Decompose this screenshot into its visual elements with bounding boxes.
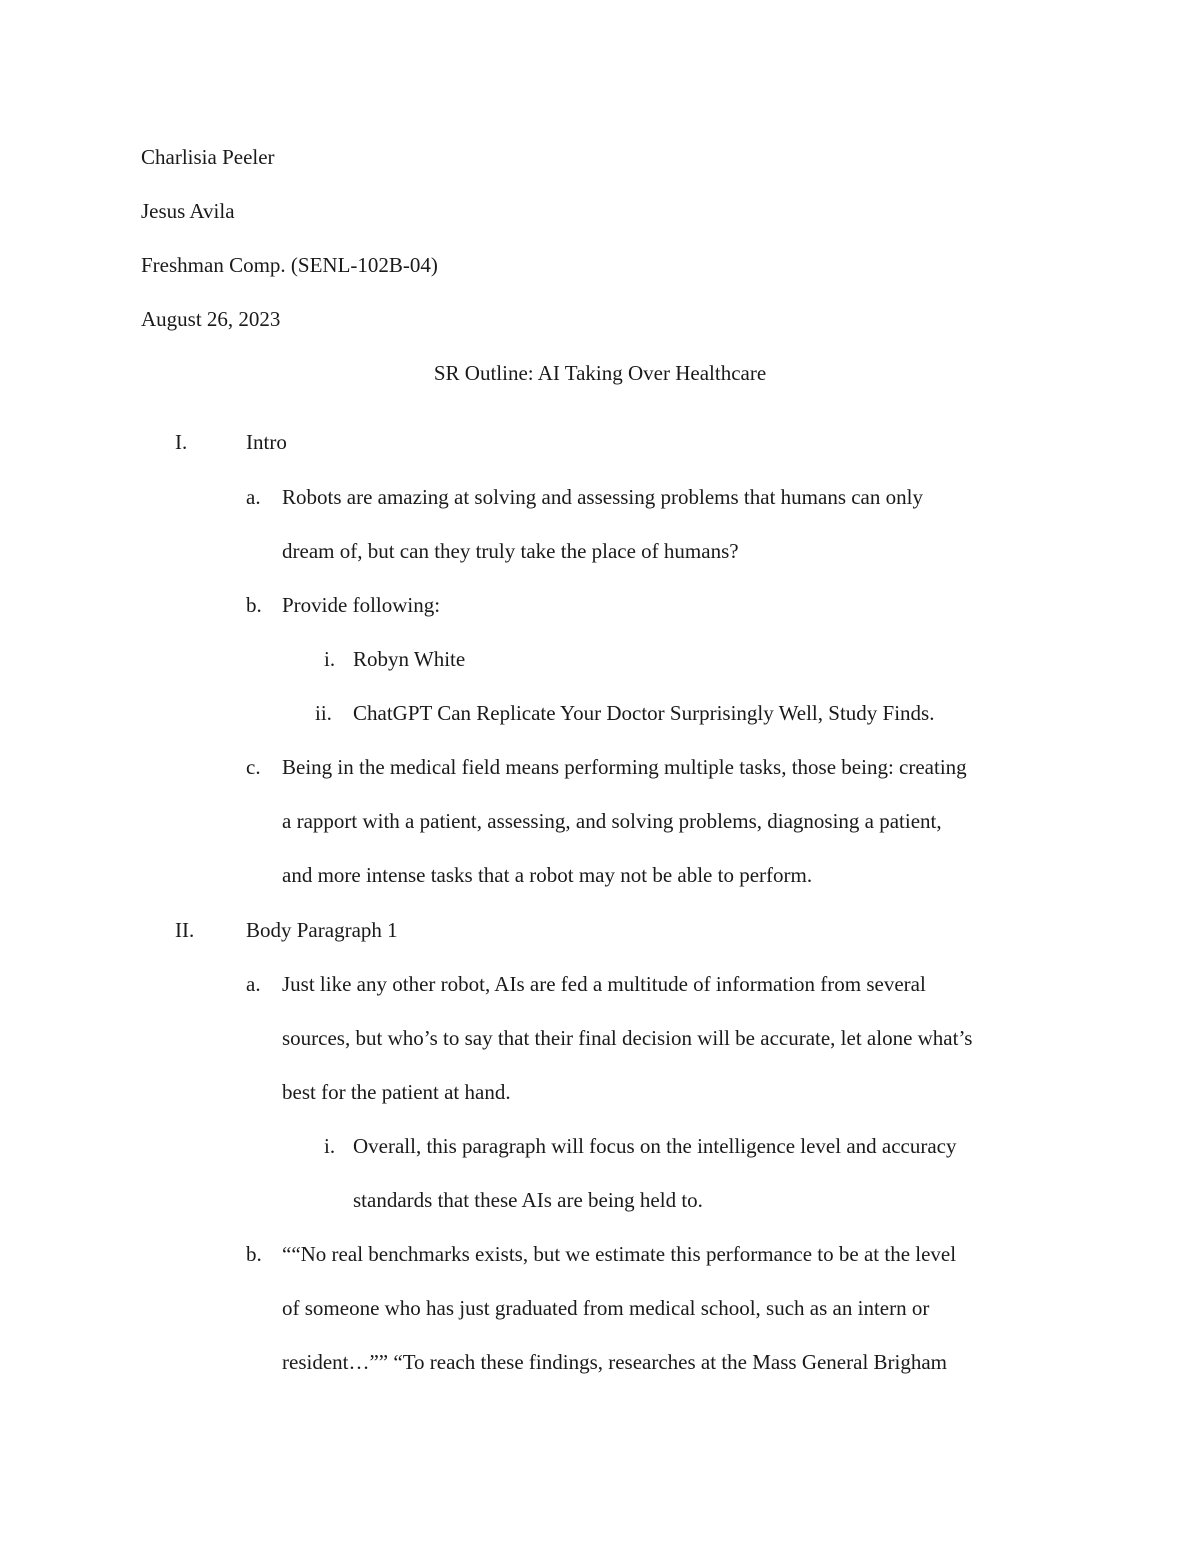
outline-text: of someone who has just graduated from medical school, such as an intern or (282, 1296, 930, 1320)
item-marker: c. (246, 755, 261, 779)
outline-text: Provide following: (282, 593, 441, 617)
section-numeral: I. (175, 430, 188, 454)
section-heading: Intro (246, 430, 287, 454)
outline-text: Just like any other robot, AIs are fed a multitude of information from several (282, 972, 926, 996)
outline-text: Robyn White (353, 647, 466, 671)
section-numeral: II. (175, 918, 195, 942)
document-title: SR Outline: AI Taking Over Healthcare (433, 361, 767, 385)
outline-text: best for the patient at hand. (282, 1080, 511, 1104)
outline-text: ChatGPT Can Replicate Your Doctor Surprisingly Well, Study Finds. (353, 701, 935, 725)
outline-text: dream of, but can they truly take the place of humans? (282, 539, 739, 563)
outline-text: standards that these AIs are being held to. (353, 1188, 703, 1212)
instructor-name: Jesus Avila (141, 199, 235, 223)
item-marker: b. (246, 1242, 262, 1266)
subitem-marker: i. (324, 647, 336, 671)
item-marker: a. (246, 485, 261, 509)
student-name: Charlisia Peeler (141, 145, 275, 169)
item-marker: a. (246, 972, 261, 996)
item-marker: b. (246, 593, 262, 617)
outline-text: resident…”” “To reach these findings, researches at the Mass General Brigham (282, 1350, 948, 1374)
outline-text: and more intense tasks that a robot may not be able to perform. (282, 863, 813, 887)
subitem-marker: ii. (315, 701, 332, 725)
outline-text: Being in the medical field means performing multiple tasks, those being: creating (282, 755, 967, 779)
outline-text: Robots are amazing at solving and assessing problems that humans can only (282, 485, 923, 509)
outline-text: a rapport with a patient, assessing, and solving problems, diagnosing a patient, (282, 809, 942, 833)
document-date: August 26, 2023 (141, 307, 281, 331)
outline-text: Overall, this paragraph will focus on the intelligence level and accuracy (353, 1134, 957, 1158)
section-heading: Body Paragraph 1 (246, 918, 398, 942)
course-name: Freshman Comp. (SENL-102B-04) (141, 253, 438, 277)
outline-text: ““No real benchmarks exists, but we estimate this performance to be at the level (282, 1242, 957, 1266)
subitem-marker: i. (324, 1134, 336, 1158)
outline-text: sources, but who’s to say that their final decision will be accurate, let alone what’s (282, 1026, 973, 1050)
